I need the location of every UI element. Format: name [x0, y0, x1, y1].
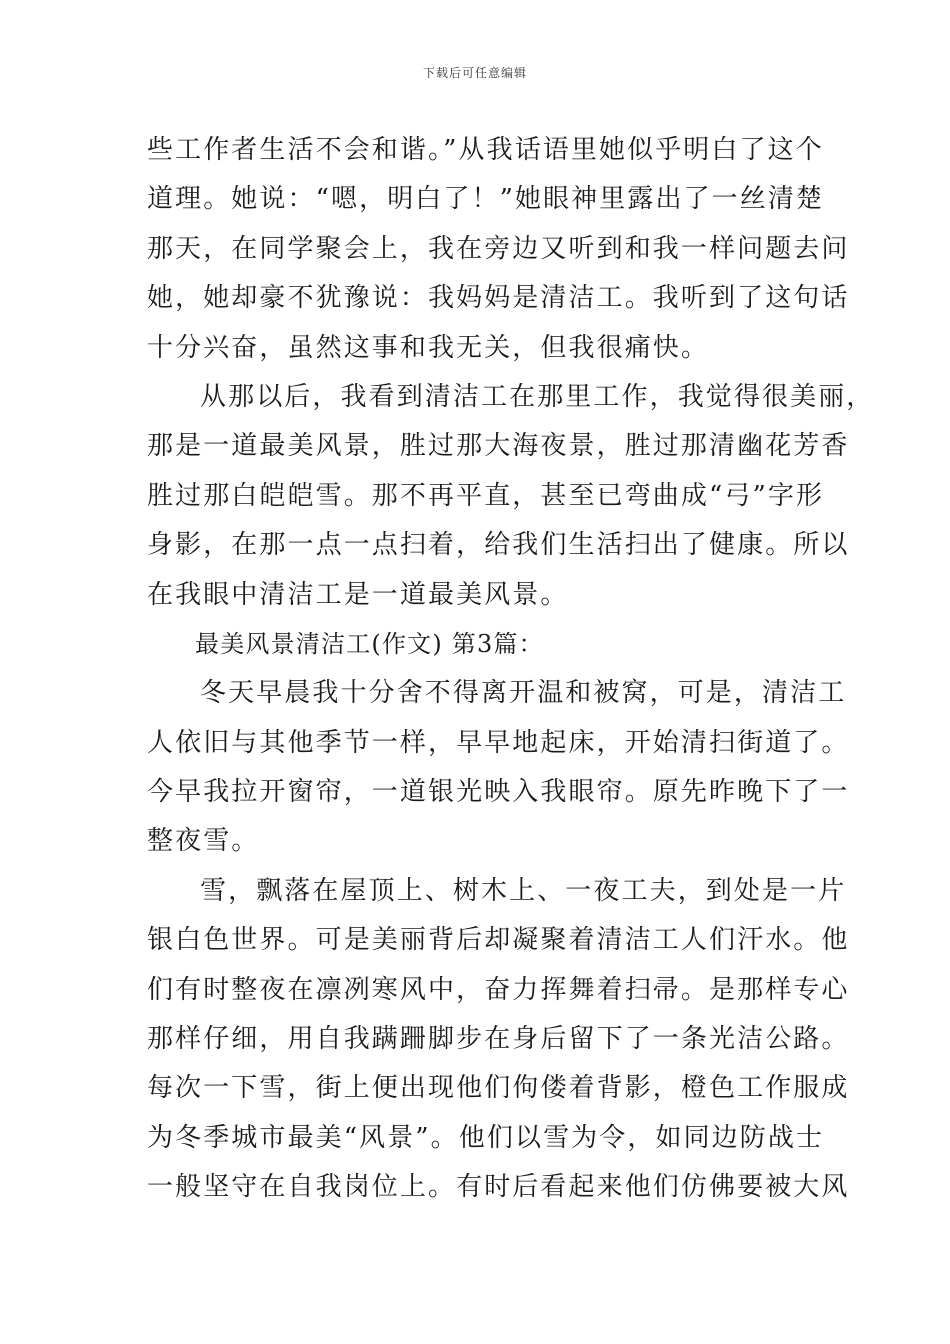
text-line: 们有时整夜在凛冽寒风中，奋力挥舞着扫帚。是那样专心 [147, 974, 850, 1005]
text-line: 银白色世界。可是美丽背后却凝聚着清洁工人们汗水。他 [147, 925, 850, 956]
document-body [147, 126, 875, 1213]
paragraph-first-line: 雪，飘落在屋顶上、树木上、一夜工夫，到处是一片 [200, 875, 847, 906]
paragraph-first-line: 从那以后，我看到清洁工在那里工作，我觉得很美丽， [200, 381, 875, 412]
text-line: 胜过那白皑皑雪。那不再平直，甚至已弯曲成“弓”字形 [147, 480, 825, 511]
text-line: 一般坚守在自我岗位上。有时后看起来他们仿佛要被大风 [147, 1172, 850, 1203]
section-heading: 最美风景清洁工(作文) 第3篇： [195, 629, 544, 658]
text-line: 每次一下雪，街上便出现他们佝偻着背影，橙色工作服成 [147, 1073, 850, 1104]
text-line: 道理。她说：“嗯，明白了！”她眼神里露出了一丝清楚 [147, 184, 825, 215]
text-line: 那天，在同学聚会上，我在旁边又听到和我一样问题去问 [147, 233, 850, 264]
text-line: 在我眼中清洁工是一道最美风景。 [147, 579, 569, 610]
paragraph-first-line: 冬天早晨我十分舍不得离开温和被窝，可是，清洁工 [200, 678, 847, 709]
text-line: 她，她却豪不犹豫说：我妈妈是清洁工。我听到了这句话 [147, 283, 850, 314]
page-header: 下载后可任意编辑 [422, 66, 527, 80]
text-line: 人依旧与其他季节一样，早早地起床，开始清扫街道了。 [147, 727, 850, 758]
text-line: 为冬季城市最美“风景”。他们以雪为令，如同边防战士 [147, 1122, 825, 1153]
text-line: 今早我拉开窗帘，一道银光映入我眼帘。原先昨晚下了一 [147, 777, 850, 808]
text-line: 十分兴奋，虽然这事和我无关，但我很痛快。 [147, 332, 710, 363]
text-line: 那是一道最美风景，胜过那大海夜景，胜过那清幽花芳香 [147, 431, 850, 462]
text-line: 些工作者生活不会和谐。”从我话语里她似乎明白了这个 [147, 135, 824, 165]
text-line: 那样仔细，用自我蹒跚脚步在身后留下了一条光洁公路。 [147, 1024, 850, 1055]
text-line: 整夜雪。 [147, 826, 260, 857]
text-line: 身影，在那一点一点扫着，给我们生活扫出了健康。所以 [147, 530, 850, 561]
